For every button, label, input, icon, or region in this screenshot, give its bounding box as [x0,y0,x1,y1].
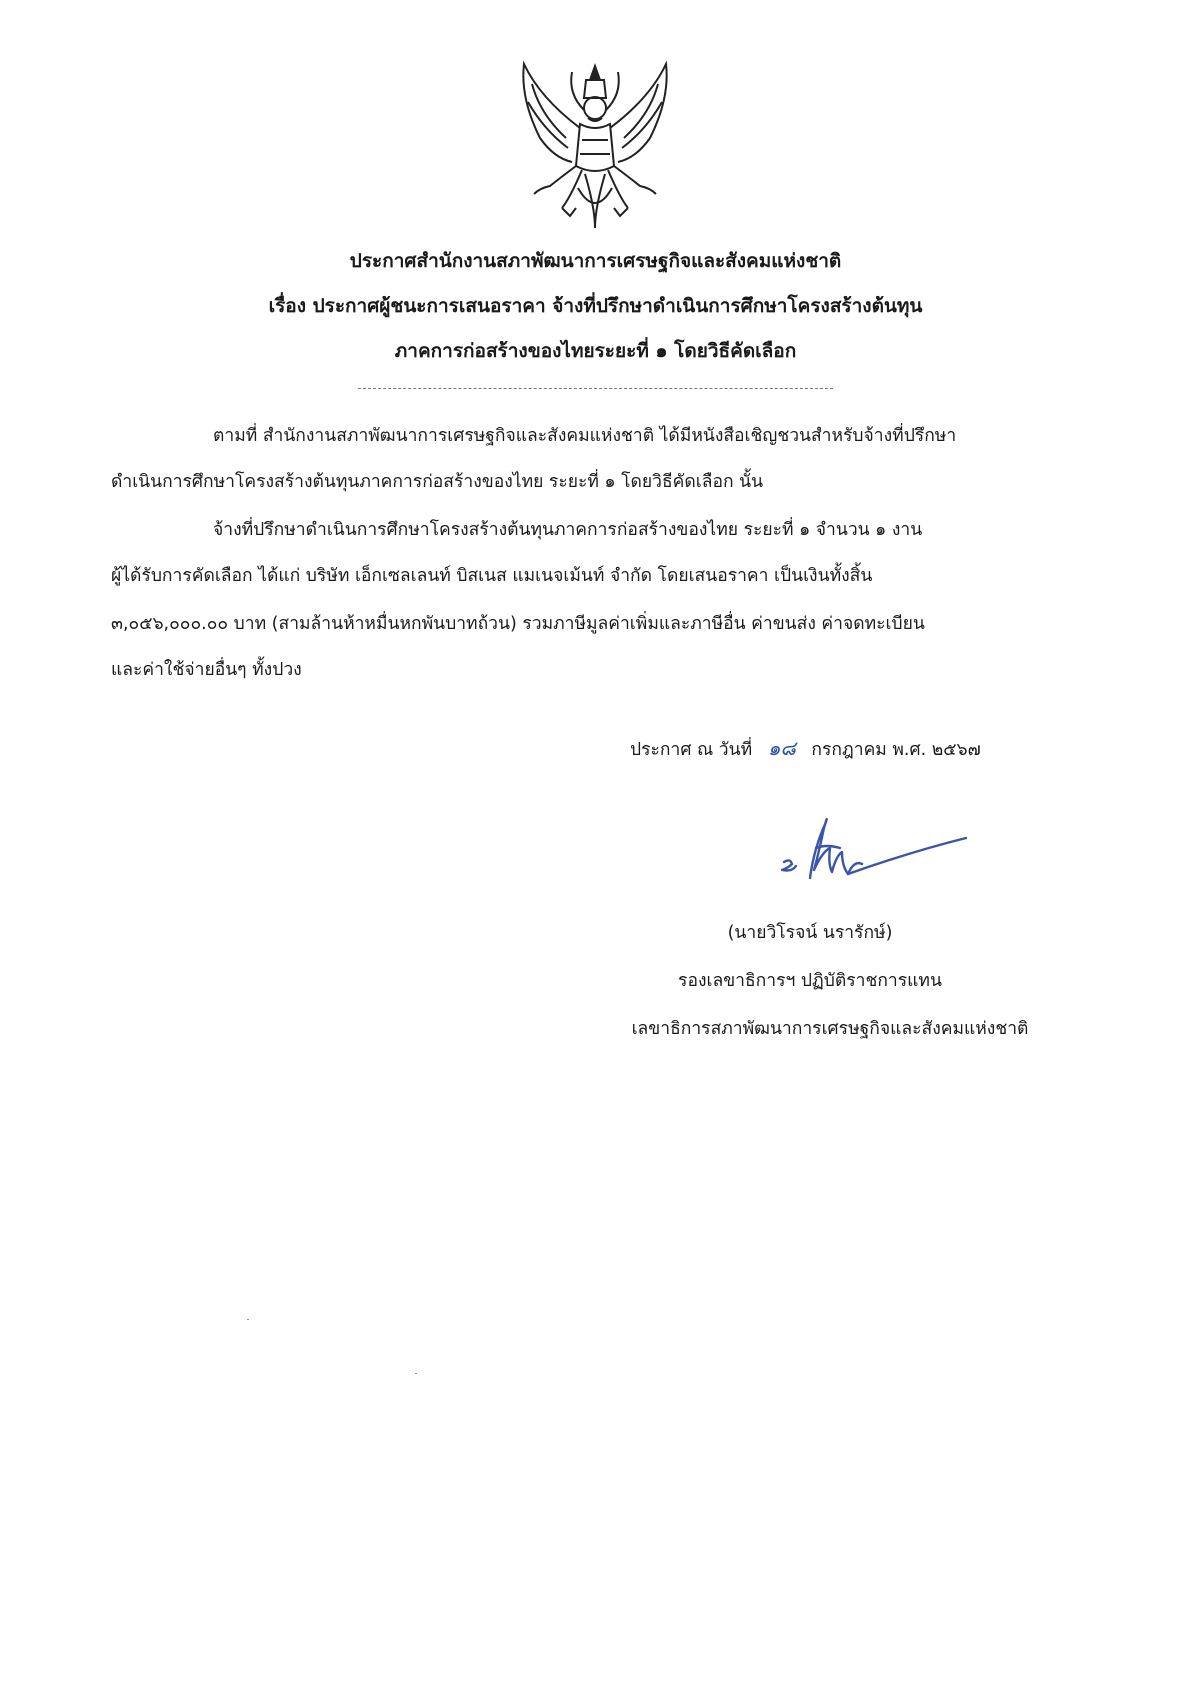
signatory-authority: เลขาธิการสภาพัฒนาการเศรษฐกิจและสังคมแห่งชาติ [631,1019,1029,1039]
paragraph-2-line-1: จ้างที่ปรึกษาดำเนินการศึกษาโครงสร้างต้นทุนภาคการก่อสร้างของไทย ระยะที่ ๑ จำนวน ๑ งาน [213,520,923,540]
paragraph-2-line-2: ผู้ได้รับการคัดเลือก ได้แก่ บริษัท เอ็กเซลเลนท์ บิสเนส แมเนจเม้นท์ จำกัด โดยเสนอราคา เป็นเงินทั้งสิ้น [111,566,873,586]
paragraph-2-line-3: ๓,๐๕๖,๐๐๐.๐๐ บาท (สามล้านห้าหมื่นหกพันบาทถ้วน) รวมภาษีมูลค่าเพิ่มและภาษีอื่น ค่าขนส่ง ค่าจดทะเบียน [111,614,925,634]
announcement-subject-cont: ภาคการก่อสร้างของไทยระยะที่ ๑ โดยวิธีคัดเลือก [394,340,797,362]
date-month-year: กรกฎาคม พ.ศ. ๒๕๖๗ [811,740,981,760]
announcement-subject: เรื่อง ประกาศผู้ชนะการเสนอราคา จ้างที่ปรึกษาดำเนินการศึกษาโครงสร้างต้นทุน [268,295,923,317]
handwritten-signature-icon [770,808,980,898]
announcement-date [630,732,981,764]
heading-divider [358,388,833,389]
paragraph-1-line-2: ดำเนินการศึกษาโครงสร้างต้นทุนภาคการก่อสร้างของไทย ระยะที่ ๑ โดยวิธีคัดเลือก นั้น [111,472,764,492]
date-day: ๑๘ [767,736,796,760]
garuda-emblem-icon [510,58,680,232]
paragraph-2-line-4: และค่าใช้จ่ายอื่นๆ ทั้งปวง [111,660,302,680]
signatory-position: รองเลขาธิการฯ ปฏิบัติราชการแทน [678,971,942,991]
date-prefix: ประกาศ ณ วันที่ [630,740,753,760]
scan-speck [415,1373,417,1374]
paragraph-1-line-1: ตามที่ สำนักงานสภาพัฒนาการเศรษฐกิจและสังคมแห่งชาติ ได้มีหนังสือเชิญชวนสำหรับจ้างที่ปรึกษา [213,426,957,446]
signatory-name: (นายวิโรจน์ นรารักษ์) [727,923,893,943]
announcement-title: ประกาศสำนักงานสภาพัฒนาการเศรษฐกิจและสังคมแห่งชาติ [349,250,842,272]
scan-speck [247,1319,249,1320]
